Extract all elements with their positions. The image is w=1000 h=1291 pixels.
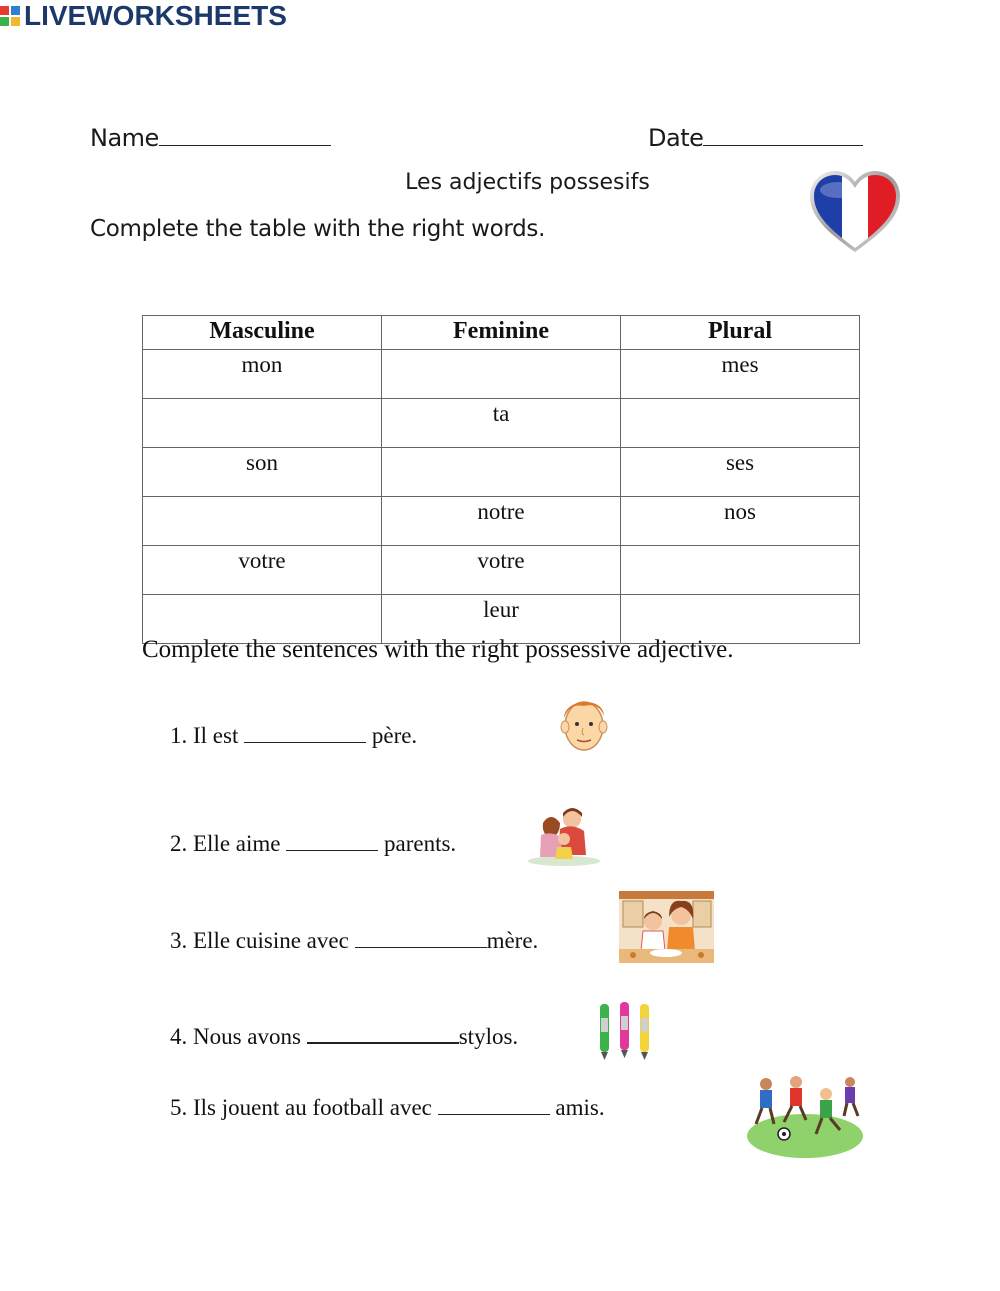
name-field	[90, 124, 331, 152]
cooking-mother-daughter-icon	[619, 891, 714, 963]
table-cell: mon	[143, 350, 382, 399]
table-cell-blank[interactable]	[382, 448, 621, 497]
football-kids-icon	[744, 1072, 866, 1162]
logo-blocks-icon	[0, 6, 20, 26]
header-feminine: Feminine	[382, 316, 621, 350]
liveworksheets-logo	[0, 0, 1000, 32]
table-cell-blank[interactable]	[382, 350, 621, 399]
sentence-text: 5. Ils jouent au football avec	[170, 1095, 438, 1120]
sentence-1	[170, 723, 417, 749]
page-title: Les adjectifs possesifs	[405, 170, 650, 195]
table-cell: nos	[621, 497, 860, 546]
date-label: Date	[648, 124, 704, 152]
table-row	[143, 546, 860, 595]
table-cell: ta	[382, 399, 621, 448]
table-cell: leur	[382, 595, 621, 644]
father-face-icon	[556, 690, 612, 756]
date-field	[648, 124, 863, 152]
answer-blank-5[interactable]	[438, 1096, 550, 1115]
sentence-text: 4. Nous avons	[170, 1024, 307, 1049]
table-cell-blank[interactable]	[621, 546, 860, 595]
pens-icon	[596, 1000, 654, 1062]
table-row	[143, 399, 860, 448]
sentence-4	[170, 1024, 518, 1050]
header-plural: Plural	[621, 316, 860, 350]
table-header-row	[143, 316, 860, 350]
logo-text: LIVEWORKSHEETS	[24, 0, 287, 31]
sentence-text: 2. Elle aime	[170, 831, 287, 856]
name-blank[interactable]	[159, 127, 331, 146]
answer-blank-3[interactable]	[355, 929, 487, 948]
family-hug-icon	[524, 805, 604, 867]
sentence-text: 1. Il est	[170, 723, 245, 748]
table-cell: votre	[382, 546, 621, 595]
sentences-instruction: Complete the sentences with the right possessive adjective.	[142, 636, 734, 663]
sentence-text: 3. Elle cuisine avec	[170, 928, 355, 953]
table-cell: notre	[382, 497, 621, 546]
name-label: Name	[90, 124, 159, 152]
french-heart-icon	[808, 170, 902, 254]
answer-blank-4[interactable]	[307, 1024, 459, 1044]
sentence-5	[170, 1095, 605, 1121]
table-row	[143, 448, 860, 497]
answer-blank-1[interactable]	[244, 724, 366, 743]
table-cell-blank[interactable]	[143, 497, 382, 546]
table-cell-blank[interactable]	[621, 399, 860, 448]
table-cell: son	[143, 448, 382, 497]
table-cell-blank[interactable]	[143, 399, 382, 448]
sentence-text: amis.	[549, 1095, 605, 1120]
table-cell: votre	[143, 546, 382, 595]
table-cell: mes	[621, 350, 860, 399]
sentence-2	[170, 831, 456, 857]
sentence-text: mère.	[486, 928, 539, 953]
answer-blank-2[interactable]	[286, 832, 378, 851]
header-masculine: Masculine	[143, 316, 382, 350]
table-cell: ses	[621, 448, 860, 497]
sentence-text: stylos.	[458, 1024, 519, 1049]
table-instruction: Complete the table with the right words.	[90, 216, 546, 242]
sentence-3	[170, 928, 538, 954]
sentence-text: père.	[366, 723, 418, 748]
sentence-text: parents.	[378, 831, 457, 856]
date-blank[interactable]	[703, 127, 863, 146]
table-row	[143, 350, 860, 399]
possessive-table	[142, 315, 860, 644]
table-row	[143, 497, 860, 546]
